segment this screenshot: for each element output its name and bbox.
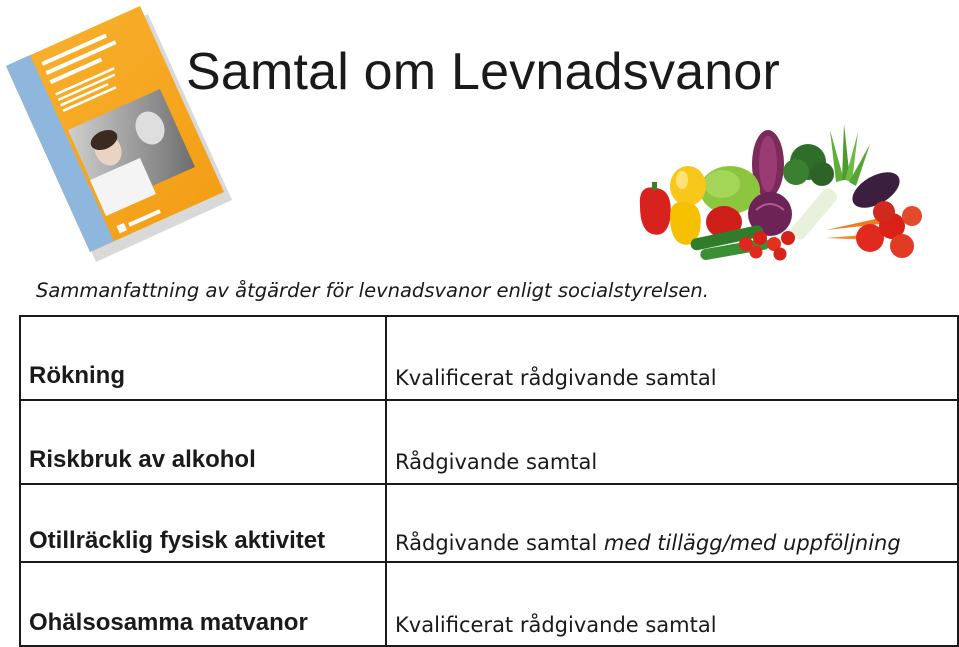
- action-label: Kvalificerat rådgivande samtal: [395, 613, 717, 637]
- action-cell: [386, 484, 958, 562]
- action-cell: [386, 400, 958, 484]
- measures-table: [19, 315, 959, 647]
- condition-label: Ohälsosamma matvanor: [29, 609, 308, 636]
- page-title: Samtal om Levnadsvanor: [186, 43, 781, 101]
- condition-label: Rökning: [29, 362, 125, 389]
- condition-label: Otillräcklig fysisk aktivitet: [29, 527, 326, 554]
- condition-cell: [20, 484, 386, 562]
- condition-cell: [20, 400, 386, 484]
- action-cell: [386, 316, 958, 400]
- action-label: Kvalificerat rådgivande samtal: [395, 366, 717, 390]
- table-row: [20, 400, 958, 484]
- subtitle: Sammanfattning av åtgärder för levnadsvanor enligt socialstyrelsen.: [36, 279, 709, 302]
- vegetables-icon: [630, 120, 930, 270]
- table-row: [20, 562, 958, 646]
- booklet-cover-icon: [0, 0, 240, 270]
- table-row: [20, 484, 958, 562]
- action-base-text: Rådgivande samtal: [395, 531, 598, 555]
- condition-cell: [20, 562, 386, 646]
- table-row: [20, 316, 958, 400]
- condition-label: Riskbruk av alkohol: [29, 446, 256, 473]
- action-extra-text: med tillägg/med uppföljning: [603, 531, 901, 555]
- action-cell: [386, 562, 958, 646]
- condition-cell: [20, 316, 386, 400]
- action-label: Rådgivande samtal: [395, 450, 598, 474]
- action-label: [395, 531, 901, 555]
